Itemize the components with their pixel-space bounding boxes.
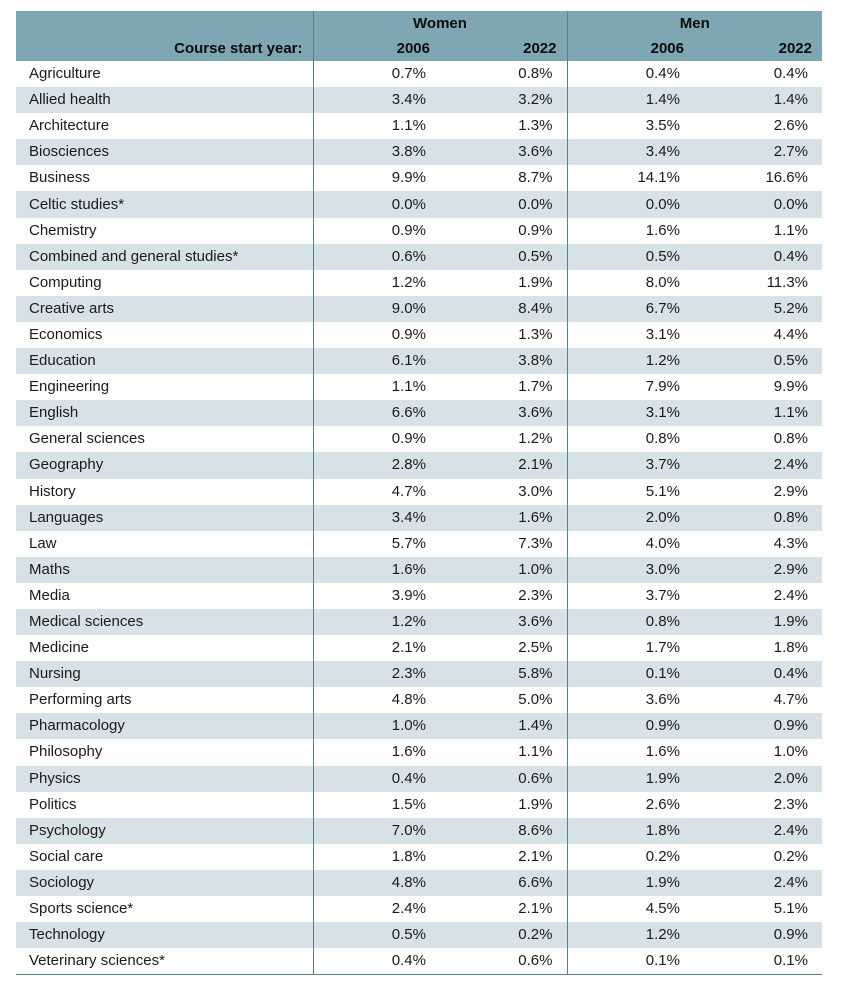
cell-women-2006: 4.7% <box>313 479 440 505</box>
subject-label: Economics <box>29 325 103 343</box>
subject-label: Law <box>29 534 57 552</box>
cell-men-2006: 3.7% <box>567 583 694 609</box>
cell-men-2022: 0.9% <box>694 713 822 739</box>
cell-women-2006: 0.4% <box>313 766 440 792</box>
table-row <box>16 609 822 635</box>
cell-men-2006: 1.4% <box>567 87 694 113</box>
cell-men-2022: 2.3% <box>773 795 808 813</box>
table-row <box>16 922 822 948</box>
table-row <box>16 270 822 296</box>
cell-women-2006: 0.0% <box>313 191 440 217</box>
subject-label: Biosciences <box>16 139 313 165</box>
cell-women-2006: 2.3% <box>313 661 440 687</box>
subject-label: Agriculture <box>29 65 101 83</box>
cell-women-2006: 1.6% <box>313 739 440 765</box>
cell-women-2022: 3.6% <box>440 139 567 165</box>
table-row <box>16 896 822 922</box>
table-row <box>16 505 822 531</box>
cell-women-2006: 0.6% <box>313 244 440 270</box>
subject-label: Veterinary sciences* <box>16 948 313 975</box>
cell-men-2006: 1.2% <box>567 922 694 948</box>
cell-men-2022: 4.7% <box>773 691 808 709</box>
cell-men-2006: 3.6% <box>567 687 694 713</box>
subject-label: Pharmacology <box>16 713 313 739</box>
cell-men-2006: 1.2% <box>567 348 694 374</box>
table-row <box>16 191 822 217</box>
cell-men-2022: 2.4% <box>694 870 822 896</box>
cell-men-2022: 0.4% <box>773 65 808 83</box>
subject-label: Medical sciences <box>16 609 313 635</box>
cell-women-2006: 2.1% <box>313 635 440 661</box>
cell-women-2022: 0.9% <box>518 221 553 239</box>
cell-men-2022: 2.6% <box>773 117 808 135</box>
header-row-label: Course start year: <box>16 36 313 61</box>
subject-label: Celtic studies* <box>16 191 313 217</box>
table-row <box>16 218 822 244</box>
cell-men-2022: 1.1% <box>694 400 822 426</box>
cell-men-2006: 0.1% <box>567 661 694 687</box>
cell-men-2022: 2.9% <box>694 557 822 583</box>
cell-women-2006: 9.9% <box>313 165 440 191</box>
table-row <box>16 244 822 270</box>
cell-men-2022: 4.4% <box>773 325 808 343</box>
subject-label: Combined and general studies* <box>16 244 313 270</box>
header-year-row <box>16 36 822 61</box>
subject-label: Nursing <box>16 661 313 687</box>
subject-label: Engineering <box>29 378 110 396</box>
cell-men-2006: 1.8% <box>567 818 694 844</box>
cell-men-2022: 2.9% <box>773 482 808 500</box>
cell-women-2022: 8.4% <box>440 296 567 322</box>
cell-women-2022: 3.0% <box>518 482 553 500</box>
cell-men-2006: 1.9% <box>567 766 694 792</box>
cell-men-2022: 2.4% <box>694 818 822 844</box>
cell-men-2006: 3.1% <box>567 400 694 426</box>
cell-men-2022: 1.0% <box>773 743 808 761</box>
subject-label: Allied health <box>16 87 313 113</box>
cell-men-2006: 6.7% <box>567 296 694 322</box>
cell-men-2022: 2.4% <box>694 452 822 478</box>
table-row <box>16 635 822 661</box>
table-row <box>16 687 822 713</box>
cell-men-2006: 0.5% <box>567 244 694 270</box>
subject-label: Philosophy <box>29 743 103 761</box>
table-row <box>16 452 822 478</box>
cell-women-2006: 1.1% <box>313 113 440 139</box>
cell-women-2022: 5.8% <box>440 661 567 687</box>
cell-women-2006: 2.4% <box>313 896 440 922</box>
cell-women-2022: 8.6% <box>440 818 567 844</box>
subject-label: Architecture <box>29 117 110 135</box>
table-row <box>16 531 822 557</box>
cell-women-2022: 3.6% <box>440 609 567 635</box>
cell-men-2006: 3.0% <box>567 557 694 583</box>
subject-label: Social care <box>29 847 104 865</box>
cell-women-2006: 1.6% <box>313 557 440 583</box>
table-row <box>16 479 822 505</box>
cell-women-2006: 1.8% <box>313 844 440 870</box>
cell-women-2022: 2.1% <box>440 452 567 478</box>
cell-women-2006: 0.9% <box>313 218 440 244</box>
table-row <box>16 557 822 583</box>
cell-women-2022: 6.6% <box>440 870 567 896</box>
cell-women-2006: 0.9% <box>313 322 440 348</box>
subject-label: History <box>29 482 76 500</box>
subject-label: Psychology <box>16 818 313 844</box>
cell-women-2022: 3.6% <box>440 400 567 426</box>
cell-women-2006: 1.2% <box>313 270 440 296</box>
cell-women-2022: 5.0% <box>518 691 553 709</box>
cell-women-2006: 0.9% <box>313 426 440 452</box>
subject-label: Sociology <box>16 870 313 896</box>
cell-women-2006: 0.7% <box>313 61 440 87</box>
table-row <box>16 818 822 844</box>
cell-men-2006: 8.0% <box>567 270 694 296</box>
subject-label: Maths <box>16 557 313 583</box>
cell-women-2022: 2.5% <box>518 639 553 657</box>
cell-women-2022: 8.7% <box>518 169 553 187</box>
cell-women-2006: 4.8% <box>313 870 440 896</box>
cell-men-2022: 0.0% <box>694 191 822 217</box>
cell-women-2022: 1.4% <box>440 713 567 739</box>
table-row <box>16 87 822 113</box>
subject-label: Sports science* <box>29 900 134 918</box>
table-row <box>16 61 822 87</box>
header-group-women: Women <box>313 11 567 36</box>
cell-women-2006: 6.1% <box>313 348 440 374</box>
table-row <box>16 374 822 400</box>
cell-men-2006: 1.7% <box>567 635 694 661</box>
subject-label: Education <box>16 348 313 374</box>
cell-women-2022: 1.3% <box>518 117 553 135</box>
cell-women-2022: 7.3% <box>518 534 553 552</box>
cell-women-2022: 1.9% <box>518 273 553 291</box>
cell-men-2006: 1.6% <box>567 739 694 765</box>
cell-men-2022: 0.8% <box>773 430 808 448</box>
cell-women-2006: 0.5% <box>313 922 440 948</box>
cell-women-2006: 1.2% <box>313 609 440 635</box>
cell-women-2022: 1.3% <box>518 325 553 343</box>
cell-women-2006: 7.0% <box>313 818 440 844</box>
subject-label: Media <box>29 586 70 604</box>
cell-women-2022: 1.1% <box>518 743 553 761</box>
subject-label: Computing <box>29 273 102 291</box>
cell-men-2022: 5.2% <box>694 296 822 322</box>
cell-men-2006: 3.7% <box>567 452 694 478</box>
header-year-men-2022: 2022 <box>694 36 822 61</box>
cell-men-2022: 2.4% <box>773 586 808 604</box>
cell-women-2022: 0.5% <box>440 244 567 270</box>
cell-women-2022: 0.0% <box>440 191 567 217</box>
cell-women-2006: 2.8% <box>313 452 440 478</box>
cell-women-2022: 2.1% <box>518 900 553 918</box>
subject-share-table <box>16 11 822 975</box>
cell-men-2006: 1.6% <box>567 218 694 244</box>
cell-women-2022: 1.6% <box>440 505 567 531</box>
table-row <box>16 348 822 374</box>
cell-men-2022: 2.7% <box>694 139 822 165</box>
cell-women-2022: 0.8% <box>518 65 553 83</box>
subject-label: Medicine <box>29 639 90 657</box>
cell-men-2022: 11.3% <box>766 273 808 291</box>
cell-men-2022: 0.4% <box>694 244 822 270</box>
cell-women-2022: 1.7% <box>518 378 553 396</box>
cell-men-2022: 5.1% <box>773 900 808 918</box>
table-row <box>16 766 822 792</box>
subject-label: Geography <box>16 452 313 478</box>
header-group-row <box>16 11 822 36</box>
cell-women-2022: 1.9% <box>518 795 553 813</box>
cell-women-2022: 0.6% <box>440 948 567 975</box>
table-row <box>16 844 822 870</box>
subject-label: Creative arts <box>16 296 313 322</box>
cell-men-2006: 5.1% <box>567 479 694 505</box>
header-year-women-2006: 2006 <box>313 36 440 61</box>
table-row <box>16 713 822 739</box>
cell-men-2006: 1.9% <box>567 870 694 896</box>
cell-men-2022: 4.3% <box>773 534 808 552</box>
header-year-women-2022: 2022 <box>440 36 567 61</box>
subject-label: English <box>16 400 313 426</box>
cell-women-2006: 0.4% <box>313 948 440 975</box>
cell-women-2022: 1.0% <box>440 557 567 583</box>
table-row <box>16 139 822 165</box>
cell-men-2006: 0.8% <box>567 609 694 635</box>
cell-men-2006: 4.0% <box>567 531 694 557</box>
cell-women-2006: 3.9% <box>313 583 440 609</box>
cell-women-2022: 2.3% <box>518 586 553 604</box>
cell-men-2022: 1.4% <box>694 87 822 113</box>
cell-men-2022: 0.4% <box>694 661 822 687</box>
cell-men-2006: 2.6% <box>567 792 694 818</box>
subject-label: Performing arts <box>29 691 132 709</box>
cell-men-2022: 1.9% <box>694 609 822 635</box>
header-blank-cell <box>16 11 313 36</box>
subject-label: Politics <box>29 795 77 813</box>
table-header <box>16 11 822 61</box>
cell-men-2022: 1.8% <box>773 639 808 657</box>
cell-men-2006: 4.5% <box>567 896 694 922</box>
subject-label: Physics <box>16 766 313 792</box>
cell-men-2022: 0.9% <box>694 922 822 948</box>
cell-women-2006: 3.4% <box>313 505 440 531</box>
table-row <box>16 792 822 818</box>
table-row <box>16 948 822 975</box>
cell-women-2006: 6.6% <box>313 400 440 426</box>
cell-men-2022: 0.2% <box>773 847 808 865</box>
table-container <box>16 11 822 975</box>
cell-women-2022: 3.2% <box>440 87 567 113</box>
table-row <box>16 583 822 609</box>
table-row <box>16 165 822 191</box>
cell-men-2006: 0.4% <box>567 61 694 87</box>
subject-label: Languages <box>16 505 313 531</box>
cell-women-2022: 3.8% <box>440 348 567 374</box>
cell-women-2006: 1.1% <box>313 374 440 400</box>
cell-men-2006: 2.0% <box>567 505 694 531</box>
table-row <box>16 400 822 426</box>
table-body <box>16 61 822 975</box>
cell-men-2006: 3.5% <box>567 113 694 139</box>
cell-men-2006: 0.9% <box>567 713 694 739</box>
cell-women-2022: 2.1% <box>518 847 553 865</box>
subject-label: General sciences <box>29 430 145 448</box>
cell-men-2006: 0.2% <box>567 844 694 870</box>
cell-men-2006: 7.9% <box>567 374 694 400</box>
cell-men-2006: 0.8% <box>567 426 694 452</box>
table-row <box>16 322 822 348</box>
cell-women-2006: 1.5% <box>313 792 440 818</box>
subject-label: Chemistry <box>29 221 97 239</box>
table-row <box>16 739 822 765</box>
cell-women-2006: 9.0% <box>313 296 440 322</box>
cell-women-2006: 4.8% <box>313 687 440 713</box>
cell-men-2022: 16.6% <box>765 169 808 187</box>
subject-label: Technology <box>16 922 313 948</box>
cell-men-2006: 3.1% <box>567 322 694 348</box>
table-row <box>16 426 822 452</box>
cell-women-2022: 0.6% <box>440 766 567 792</box>
table-row <box>16 296 822 322</box>
cell-women-2006: 3.4% <box>313 87 440 113</box>
cell-men-2022: 0.5% <box>694 348 822 374</box>
subject-label: Business <box>29 169 90 187</box>
cell-men-2006: 0.0% <box>567 191 694 217</box>
cell-women-2022: 0.2% <box>440 922 567 948</box>
cell-men-2022: 2.0% <box>694 766 822 792</box>
header-year-men-2006: 2006 <box>567 36 694 61</box>
cell-men-2022: 1.1% <box>773 221 808 239</box>
cell-men-2006: 0.1% <box>567 948 694 975</box>
cell-men-2022: 0.1% <box>694 948 822 975</box>
table-row <box>16 870 822 896</box>
table-row <box>16 113 822 139</box>
table-row <box>16 661 822 687</box>
cell-women-2006: 5.7% <box>313 531 440 557</box>
header-group-men: Men <box>567 11 822 36</box>
cell-men-2006: 14.1% <box>567 165 694 191</box>
cell-women-2006: 3.8% <box>313 139 440 165</box>
cell-men-2022: 0.8% <box>694 505 822 531</box>
cell-men-2006: 3.4% <box>567 139 694 165</box>
cell-men-2022: 9.9% <box>773 378 808 396</box>
cell-women-2006: 1.0% <box>313 713 440 739</box>
cell-women-2022: 1.2% <box>518 430 553 448</box>
